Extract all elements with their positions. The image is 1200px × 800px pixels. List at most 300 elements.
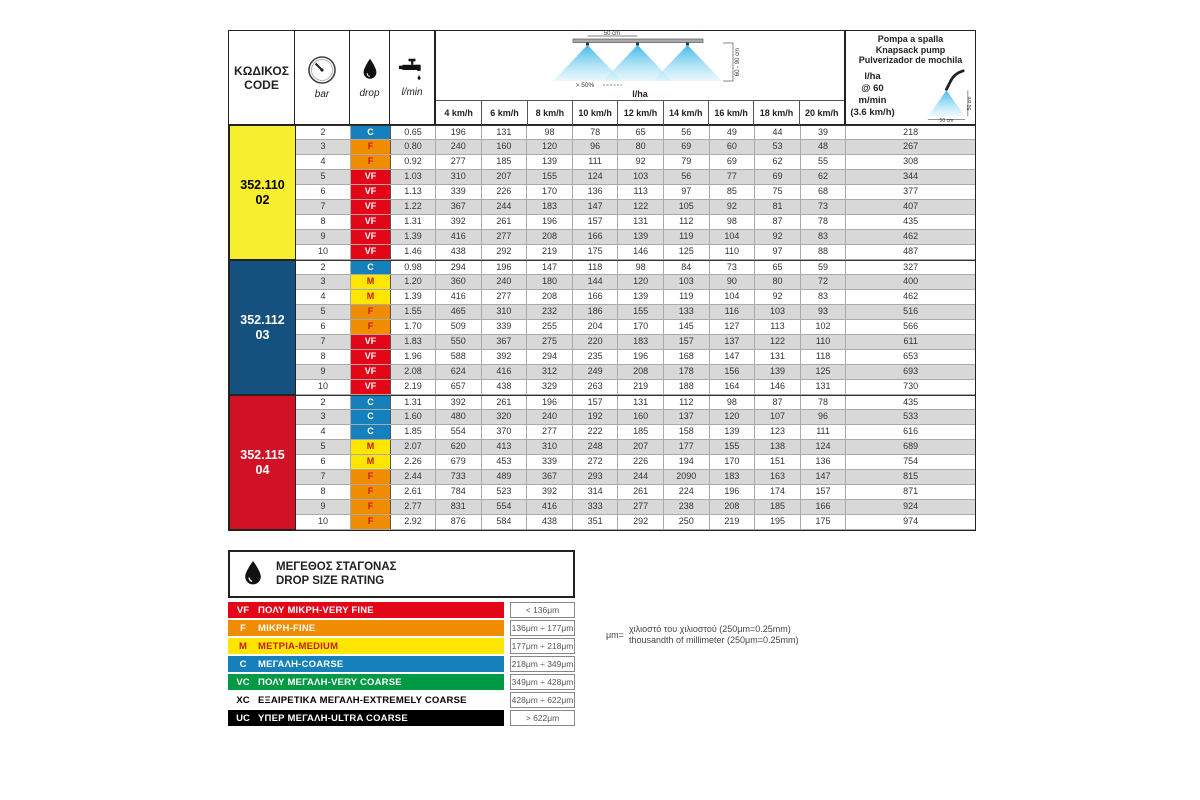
drop-unit-label: drop: [359, 88, 380, 99]
lha-cell: 689: [903, 441, 919, 451]
bar-cell: 5: [296, 305, 351, 319]
rate-cell: 60: [710, 140, 756, 154]
table-row: [296, 275, 975, 290]
rate-cell: 183: [618, 335, 664, 349]
rate-cell: 180: [527, 275, 573, 289]
legend-rows: [228, 602, 575, 726]
rate-cell: 238: [664, 500, 710, 514]
lha-cell: 267: [903, 141, 919, 151]
code-column: [229, 125, 296, 530]
lha-cell: 407: [903, 201, 919, 211]
rate-cell: 79: [664, 155, 710, 169]
micron-note-english: thousandth of millimeter (250μm=0.25mm): [628, 635, 799, 645]
rate-cell: 112: [664, 215, 710, 229]
rate-cell: 310: [482, 305, 528, 319]
rate-cell: 208: [527, 290, 573, 304]
rate-cell: 113: [618, 185, 664, 199]
rate-cell: 876: [436, 515, 482, 529]
rate-cell: 131: [618, 396, 664, 409]
speed-header-cell: 8 km/h: [527, 101, 572, 125]
rate-cell: 554: [482, 500, 528, 514]
rate-cell: 75: [755, 185, 801, 199]
rate-cell: 145: [664, 320, 710, 334]
table-row: [296, 440, 975, 455]
speed-header-cell: 18 km/h: [753, 101, 798, 125]
rate-cell: 131: [755, 350, 801, 364]
rate-cell: 113: [755, 320, 801, 334]
drop-class-cell: F: [351, 470, 391, 484]
flow-cell: 1.13: [391, 185, 436, 199]
speed-header-cell: 16 km/h: [708, 101, 753, 125]
flow-cell: 1.22: [391, 200, 436, 214]
rate-cell: 119: [664, 230, 710, 244]
rate-cell: 120: [710, 410, 756, 424]
rate-cell: 122: [755, 335, 801, 349]
bar-cell: 2: [296, 396, 351, 409]
table-row: [296, 320, 975, 335]
rate-cell: 62: [755, 155, 801, 169]
rate-cell: 80: [755, 275, 801, 289]
rate-cell: 120: [527, 140, 573, 154]
drop-icon: [358, 56, 382, 84]
rate-cell: 73: [801, 200, 847, 214]
rate-cell: 465: [436, 305, 482, 319]
rate-cell: 62: [801, 170, 847, 184]
rate-cell: 196: [618, 350, 664, 364]
rate-cell: 72: [801, 275, 847, 289]
rate-cell: 48: [801, 140, 847, 154]
drop-class-cell: VF: [351, 245, 391, 259]
rate-cell: 416: [436, 230, 482, 244]
speed-columns-header: [435, 30, 845, 125]
rate-cell: 249: [573, 365, 619, 379]
lha-cell: 974: [903, 516, 919, 526]
legend-band: [228, 620, 504, 636]
rate-cell: 85: [710, 185, 756, 199]
table-row: [296, 410, 975, 425]
rate-cell: 136: [801, 455, 847, 469]
lha-cell: 653: [903, 351, 919, 361]
drop-class-cell: M: [351, 455, 391, 469]
legend-code: C: [239, 658, 247, 670]
rate-cell: 69: [755, 170, 801, 184]
flow-cell: 0.65: [391, 126, 436, 139]
group-code-cell: [229, 125, 296, 260]
rate-cell: 125: [801, 365, 847, 379]
lha-cell: 516: [903, 306, 919, 316]
rate-cell: 294: [436, 261, 482, 274]
rate-cell: 185: [482, 155, 528, 169]
rate-cell: 831: [436, 500, 482, 514]
faucet-icon: [398, 57, 426, 83]
rate-cell: 250: [664, 515, 710, 529]
rate-cell: 293: [573, 470, 619, 484]
rate-cell: 155: [618, 305, 664, 319]
flow-column-header: [390, 30, 435, 125]
table-row: [296, 185, 975, 200]
wand-width-label: 50 cm: [939, 117, 954, 124]
table-row: [296, 455, 975, 470]
legend-label: ΕΞΑΙΡΕΤΙΚΑ ΜΕΓΑΛΗ-EXTREMELY COARSE: [258, 694, 467, 706]
rate-cell: 53: [755, 140, 801, 154]
speed-header-cell: 12 km/h: [617, 101, 662, 125]
legend-range: > 622μm: [510, 710, 575, 726]
rate-cell: 73: [710, 261, 756, 274]
rate-cell: 98: [527, 126, 573, 139]
table-row: [296, 425, 975, 440]
rate-cell: 59: [801, 261, 847, 274]
legend-band: [228, 656, 504, 672]
pressure-gauge-icon: [307, 55, 337, 85]
rate-cell: 2090: [664, 470, 710, 484]
rate-cell: 367: [436, 200, 482, 214]
flow-cell: 0.98: [391, 261, 436, 274]
rate-cell: 139: [618, 230, 664, 244]
legend-title-greek: ΜΕΓΕΘΟΣ ΣΤΑΓΟΝΑΣ: [276, 561, 397, 573]
rate-cell: 97: [664, 185, 710, 199]
rate-cell: 98: [710, 215, 756, 229]
legend-label: ΜΕΓΑΛΗ-COARSE: [258, 658, 344, 670]
legend-range: < 136μm: [510, 602, 575, 618]
table-row: [296, 245, 975, 260]
lha-cell: 754: [903, 456, 919, 466]
rate-cell: 310: [436, 170, 482, 184]
bar-cell: 3: [296, 140, 351, 154]
table-row: [296, 500, 975, 515]
rate-cell: 81: [755, 200, 801, 214]
flow-cell: 1.60: [391, 410, 436, 424]
group-code-sub: 03: [255, 327, 270, 342]
drop-class-cell: VF: [351, 215, 391, 229]
flow-cell: 2.08: [391, 365, 436, 379]
rate-cell: 392: [436, 396, 482, 409]
table-row: [296, 485, 975, 500]
rate-cell: 188: [664, 380, 710, 394]
rate-cell: 261: [482, 215, 528, 229]
rate-cell: 310: [527, 440, 573, 454]
rate-cell: 312: [527, 365, 573, 379]
bar-cell: 6: [296, 320, 351, 334]
bar-cell: 4: [296, 155, 351, 169]
lha-cell: 377: [903, 186, 919, 196]
rate-cell: 207: [618, 440, 664, 454]
rate-cell: 80: [618, 140, 664, 154]
rate-cell: 170: [527, 185, 573, 199]
rate-cell: 144: [573, 275, 619, 289]
rate-cell: 166: [801, 500, 847, 514]
legend-band: [228, 710, 504, 726]
lha-cell: 815: [903, 471, 919, 481]
rate-cell: 105: [664, 200, 710, 214]
legend-label: ΜΕΤΡΙΑ-MEDIUM: [258, 640, 339, 652]
wand-height-label: 50 cm: [967, 96, 974, 111]
rate-cell: 320: [482, 410, 528, 424]
lmin-unit-label: l/min: [401, 87, 423, 98]
rate-cell: 92: [755, 230, 801, 244]
pump-rate-speed: @ 60 m/min: [858, 82, 887, 106]
rate-cell: 208: [618, 365, 664, 379]
rate-cell: 294: [527, 350, 573, 364]
rate-cell: 219: [527, 245, 573, 259]
rate-cell: 125: [664, 245, 710, 259]
legend-code: UC: [236, 712, 250, 724]
rate-cell: 480: [436, 410, 482, 424]
bar-unit-label: bar: [314, 89, 330, 100]
rate-cell: 438: [482, 380, 528, 394]
lha-cell: 327: [903, 262, 919, 272]
lha-cell: 344: [903, 171, 919, 181]
bar-cell: 6: [296, 185, 351, 199]
lha-cell: 924: [903, 501, 919, 511]
pump-title-italian: Pompa a spalla: [877, 34, 944, 44]
group-code-number: 352.112: [240, 312, 285, 327]
pump-rate-kmh: (3.6 km/h): [850, 106, 895, 118]
boom-height-label: 60 - 90 cm: [735, 47, 741, 77]
legend-row: [228, 710, 575, 726]
rate-cell: 261: [482, 396, 528, 409]
rate-cell: 65: [755, 261, 801, 274]
rate-cell: 124: [801, 440, 847, 454]
lha-cell: 462: [903, 231, 919, 241]
lha-cell: 462: [903, 291, 919, 301]
rate-cell: 39: [801, 126, 847, 139]
boom-overlap-label: > 50%: [575, 82, 595, 89]
rate-cell: 157: [573, 396, 619, 409]
code-column-header: [228, 30, 295, 125]
rate-cell: 103: [755, 305, 801, 319]
rate-cell: 277: [436, 155, 482, 169]
table-row: [296, 215, 975, 230]
legend-code: VF: [236, 604, 250, 616]
table-row: [296, 365, 975, 380]
rate-cell: 784: [436, 485, 482, 499]
rate-cell: 44: [755, 126, 801, 139]
rate-cell: 92: [710, 200, 756, 214]
rate-cell: 157: [801, 485, 847, 499]
speed-header-cell: 4 km/h: [444, 108, 473, 118]
rate-cell: 103: [618, 170, 664, 184]
pump-title-english: Knapsack pump: [875, 44, 946, 55]
legend-row: [228, 620, 575, 636]
code-label-english: CODE: [244, 77, 279, 92]
rate-cell: 88: [801, 245, 847, 259]
rate-cell: 175: [801, 515, 847, 529]
rate-cell: 166: [573, 230, 619, 244]
drop-class-cell: F: [351, 515, 391, 529]
boom-spray-diagram: [436, 31, 844, 88]
rate-cell: 489: [482, 470, 528, 484]
rate-cell: 183: [710, 470, 756, 484]
flow-cell: 1.39: [391, 290, 436, 304]
rate-cell: 170: [710, 455, 756, 469]
rate-cell: 624: [436, 365, 482, 379]
legend-label: ΠΟΛΥ ΜΕΓΑΛΗ-VERY COARSE: [258, 676, 402, 688]
table-row: [296, 170, 975, 185]
rate-cell: 146: [755, 380, 801, 394]
rate-cell: 136: [573, 185, 619, 199]
rate-cell: 168: [664, 350, 710, 364]
rate-cell: 263: [573, 380, 619, 394]
table-row: [296, 470, 975, 485]
bar-cell: 8: [296, 350, 351, 364]
rate-cell: 554: [436, 425, 482, 439]
rate-cell: 195: [755, 515, 801, 529]
rate-cell: 56: [664, 126, 710, 139]
lha-cell: 533: [903, 411, 919, 421]
rate-cell: 157: [664, 335, 710, 349]
rate-cell: 164: [710, 380, 756, 394]
rate-cell: 137: [664, 410, 710, 424]
rate-cell: 196: [710, 485, 756, 499]
rate-cell: 96: [801, 410, 847, 424]
rate-cell: 235: [573, 350, 619, 364]
rate-cell: 155: [710, 440, 756, 454]
rate-cell: 277: [618, 500, 664, 514]
table-row: [296, 350, 975, 365]
rate-cell: 110: [710, 245, 756, 259]
rate-cell: 92: [755, 290, 801, 304]
bar-cell: 8: [296, 215, 351, 229]
rate-cell: 104: [710, 230, 756, 244]
rate-cell: 392: [436, 215, 482, 229]
flow-cell: 1.55: [391, 305, 436, 319]
rate-cell: 360: [436, 275, 482, 289]
rate-cell: 438: [436, 245, 482, 259]
rate-cell: 196: [482, 261, 528, 274]
rate-cell: 87: [755, 215, 801, 229]
table-body: [228, 125, 976, 531]
rate-cell: 84: [664, 261, 710, 274]
rate-cell: 413: [482, 440, 528, 454]
rate-cell: 83: [801, 230, 847, 244]
rate-cell: 314: [573, 485, 619, 499]
rate-cell: 77: [710, 170, 756, 184]
rate-cell: 124: [573, 170, 619, 184]
bar-cell: 6: [296, 455, 351, 469]
rate-cell: 139: [710, 425, 756, 439]
legend-band: [228, 602, 504, 618]
drop-class-cell: VF: [351, 335, 391, 349]
legend-title-english: DROP SIZE RATING: [276, 575, 385, 587]
rate-cell: 147: [527, 261, 573, 274]
flow-cell: 1.31: [391, 215, 436, 229]
rate-cell: 185: [755, 500, 801, 514]
micron-note-greek: χιλιοστό του χιλιοστού (250μm=0.25mm): [628, 624, 791, 634]
rate-cell: 119: [664, 290, 710, 304]
group-code-number: 352.110: [240, 177, 285, 192]
rate-cell: 351: [573, 515, 619, 529]
rate-cell: 329: [527, 380, 573, 394]
bar-cell: 7: [296, 470, 351, 484]
rate-cell: 170: [618, 320, 664, 334]
rate-cell: 244: [618, 470, 664, 484]
drop-class-cell: C: [351, 261, 391, 274]
micron-symbol: μm=: [606, 630, 624, 640]
legend-code: F: [240, 622, 246, 634]
drop-class-cell: F: [351, 155, 391, 169]
drop-class-cell: F: [351, 320, 391, 334]
rate-cell: 196: [527, 396, 573, 409]
rate-cell: 133: [664, 305, 710, 319]
drop-class-cell: M: [351, 275, 391, 289]
legend-row: [228, 674, 575, 690]
legend-code: M: [239, 640, 247, 652]
rate-cell: 131: [618, 215, 664, 229]
rate-cell: 87: [755, 396, 801, 409]
group-code-sub: 02: [255, 192, 270, 207]
flow-cell: 1.31: [391, 396, 436, 409]
bar-cell: 10: [296, 245, 351, 259]
table-row: [296, 200, 975, 215]
lha-cell: 871: [903, 486, 919, 496]
lha-cell: 435: [903, 397, 919, 407]
drop-class-cell: C: [351, 126, 391, 139]
legend-row: [228, 692, 575, 708]
lha-cell: 611: [903, 336, 918, 346]
rate-cell: 367: [527, 470, 573, 484]
drop-class-cell: F: [351, 140, 391, 154]
flow-cell: 1.83: [391, 335, 436, 349]
rate-cell: 49: [710, 126, 756, 139]
rate-cell: 208: [710, 500, 756, 514]
rate-cell: 438: [527, 515, 573, 529]
drop-class-cell: VF: [351, 365, 391, 379]
rate-cell: 292: [482, 245, 528, 259]
pump-rate-lha: l/ha: [864, 70, 881, 82]
legend-row: [228, 656, 575, 672]
bar-cell: 5: [296, 170, 351, 184]
rate-cell: 584: [482, 515, 528, 529]
table-row: [296, 290, 975, 305]
rate-cell: 175: [573, 245, 619, 259]
rate-cell: 222: [573, 425, 619, 439]
rate-cell: 116: [710, 305, 756, 319]
lha-cell: 435: [903, 216, 919, 226]
rate-cell: 226: [618, 455, 664, 469]
rate-cell: 138: [755, 440, 801, 454]
bar-cell: 9: [296, 365, 351, 379]
legend-range: 177μm ÷ 218μm: [510, 638, 575, 654]
lha-cell: 308: [903, 156, 919, 166]
rate-cell: 219: [618, 380, 664, 394]
flow-cell: 2.61: [391, 485, 436, 499]
bar-cell: 3: [296, 275, 351, 289]
group-code-cell: [229, 395, 296, 530]
rate-cell: 277: [527, 425, 573, 439]
rate-cell: 620: [436, 440, 482, 454]
speed-header-cell: 14 km/h: [663, 101, 708, 125]
legend-label: ΠΟΛΥ ΜΙΚΡΗ-VERY FINE: [258, 604, 374, 616]
lha-cell: 693: [903, 366, 919, 376]
group-code-cell: [229, 260, 296, 395]
rate-cell: 657: [436, 380, 482, 394]
legend-header: [228, 550, 575, 598]
flow-cell: 0.92: [391, 155, 436, 169]
drop-class-cell: M: [351, 290, 391, 304]
legend-band: [228, 674, 504, 690]
legend-drop-icon: [240, 558, 266, 590]
group-code-number: 352.115: [240, 447, 285, 462]
lha-cell: 487: [903, 246, 919, 256]
rate-cell: 98: [710, 396, 756, 409]
rate-cell: 163: [755, 470, 801, 484]
rate-cell: 160: [482, 140, 528, 154]
rate-cell: 219: [710, 515, 756, 529]
rate-cell: 339: [527, 455, 573, 469]
rate-cell: 192: [573, 410, 619, 424]
bar-cell: 2: [296, 126, 351, 139]
flow-cell: 1.96: [391, 350, 436, 364]
